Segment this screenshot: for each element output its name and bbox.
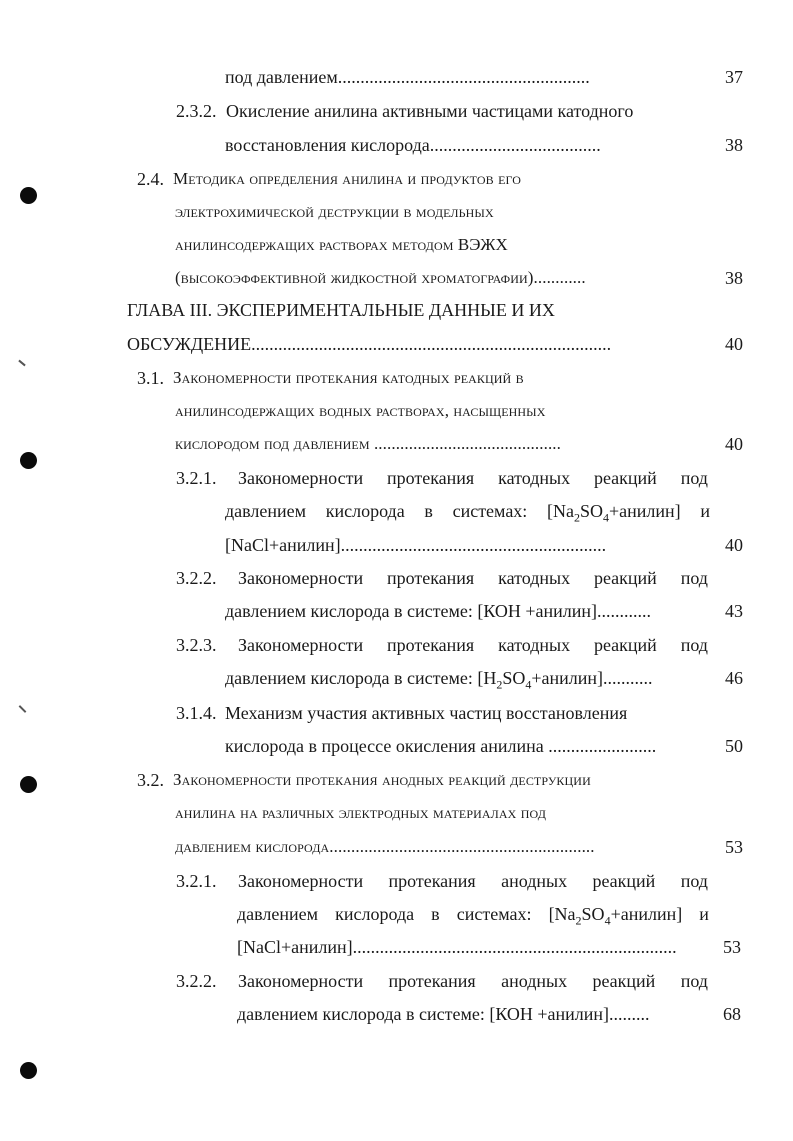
toc-entry-number: 3.2.1. bbox=[176, 468, 217, 488]
binder-hole bbox=[20, 452, 37, 469]
toc-entry-text: под давлением........................................................ bbox=[225, 67, 590, 87]
toc-entry-text: Окисление анилина активными частицами катодного bbox=[226, 101, 634, 121]
toc-entry-page: 38 bbox=[725, 268, 743, 288]
toc-entry-page: 53 bbox=[723, 937, 741, 957]
toc-entry-text: анилина на различных электродных материалах под bbox=[175, 803, 546, 822]
toc-entry-text: ОБСУЖДЕНИЕ................................................................................ bbox=[127, 334, 612, 354]
toc-entry-page: 38 bbox=[725, 135, 743, 155]
toc-entry-text: давлением кислорода в системах: $[Na_2SO_4+анилин]$ и bbox=[237, 904, 709, 928]
toc-entry-number: 3.1.4. bbox=[176, 703, 217, 723]
toc-entry-text: Механизм участия активных частиц восстановления bbox=[225, 703, 628, 723]
toc-entry-text: давлением кислорода в системе: [КОН +анилин]............ bbox=[225, 601, 652, 621]
toc-entry-page: 46 bbox=[725, 668, 743, 688]
toc-entry-text: Закономерности протекания анодных реакций под bbox=[238, 871, 708, 891]
toc-entry-number: 2.3.2. bbox=[176, 101, 217, 121]
toc-entry-text: восстановления кислорода...................................... bbox=[225, 135, 601, 155]
toc-entry-page: 68 bbox=[723, 1004, 741, 1024]
scan-speck bbox=[18, 360, 25, 367]
toc-entry-page: 37 bbox=[725, 67, 743, 87]
toc-entry-text: Закономерности протекания катодных реакций под bbox=[238, 635, 708, 655]
toc-entry-number: 3.2.1. bbox=[176, 871, 217, 891]
toc-entry-text: давлением кислорода в системе: $[H_2SO_4+анилин]$........... bbox=[225, 668, 653, 692]
toc-entry-text: кислорода в процессе окисления анилина ........................ bbox=[225, 736, 657, 756]
toc-entry-page: 40 bbox=[725, 535, 743, 555]
toc-entry-text: Закономерности протекания анодных реакций под bbox=[238, 971, 708, 991]
toc-entry-text: Закономерности протекания катодных реакций под bbox=[238, 568, 708, 588]
toc-entry-number: 3.2.2. bbox=[176, 971, 217, 991]
toc-entry-text: анилинсодержащих водных растворах, насыщенных bbox=[175, 401, 546, 420]
toc-entry-number: 2.4. bbox=[137, 169, 164, 189]
toc-entry-page: 50 bbox=[725, 736, 743, 756]
binder-hole bbox=[20, 1062, 37, 1079]
toc-entry-number: 3.2.2. bbox=[176, 568, 217, 588]
scan-speck bbox=[19, 705, 27, 713]
binder-hole bbox=[20, 776, 37, 793]
toc-entry-number: 3.2. bbox=[137, 770, 164, 790]
toc-entry-page: 53 bbox=[725, 837, 743, 857]
toc-entry-text: анилинсодержащих растворах методом ВЭЖХ bbox=[175, 235, 508, 254]
toc-entry-number: 3.2.3. bbox=[176, 635, 217, 655]
toc-entry-text: [NaCl+анилин]........................................................... bbox=[225, 535, 607, 555]
toc-entry-page: 43 bbox=[725, 601, 743, 621]
toc-entry-text: давлением кислорода............................................................. bbox=[175, 837, 595, 856]
toc-entry-text: давлением кислорода в системе: [КОН +анилин]......... bbox=[237, 1004, 650, 1024]
toc-entry-text: Методика определения анилина и продуктов его bbox=[173, 169, 522, 188]
chapter-heading: ГЛАВА III. ЭКСПЕРИМЕНТАЛЬНЫЕ ДАННЫЕ И ИХ bbox=[127, 300, 555, 320]
toc-entry-text: Закономерности протекания анодных реакций деструкции bbox=[173, 770, 591, 789]
toc-entry-number: 3.1. bbox=[137, 368, 164, 388]
binder-hole bbox=[20, 187, 37, 204]
toc-entry-text: Закономерности протекания катодных реакций в bbox=[173, 368, 524, 387]
toc-entry-text: [NaCl+анилин]........................................................................ bbox=[237, 937, 677, 957]
toc-entry-text: давлением кислорода в системах: $[Na_2SO_4+анилин]$ и bbox=[225, 501, 710, 525]
toc-entry-text: электрохимической деструкции в модельных bbox=[175, 202, 494, 221]
toc-entry-text: Закономерности протекания катодных реакций под bbox=[238, 468, 708, 488]
toc-entry-page: 40 bbox=[725, 334, 743, 354]
toc-entry-page: 40 bbox=[725, 434, 743, 454]
toc-entry-text: (высокоэффективной жидкостной хроматографии)............ bbox=[175, 268, 586, 287]
toc-entry-text: кислородом под давлением ........................................... bbox=[175, 434, 562, 453]
